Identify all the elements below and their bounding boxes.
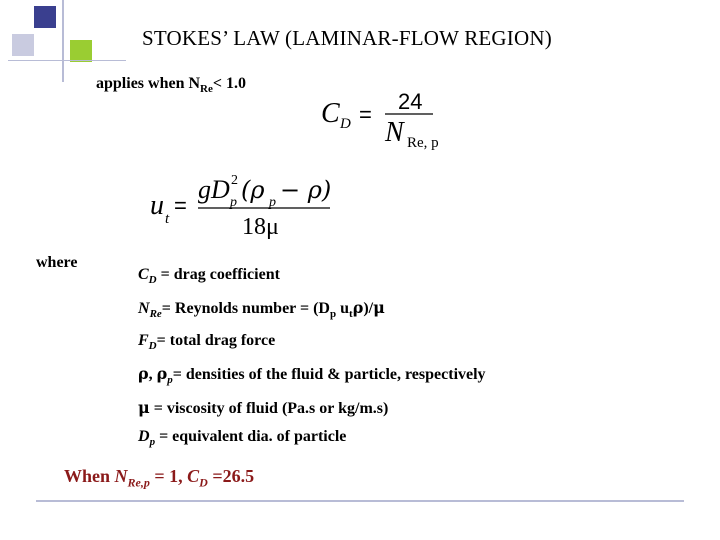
drag-coefficient-equation bbox=[315, 84, 465, 154]
eq2-num-sup: 2 bbox=[231, 173, 238, 188]
eq2-lhs-sub: t bbox=[165, 211, 170, 227]
eq2-num-a: gD bbox=[198, 175, 230, 204]
page-title: STOKES’ LAW (LAMINAR-FLOW REGION) bbox=[142, 26, 552, 50]
definition-dp: $D_p$ = equivalent dia. of particle bbox=[138, 428, 347, 449]
definition-fd: $F_D=$ total drag force bbox=[138, 332, 276, 353]
decor-vline bbox=[62, 0, 64, 82]
terminal-velocity-equation bbox=[148, 164, 348, 246]
decor-hline bbox=[8, 60, 126, 61]
when-statement: When $N_{Re,p} = 1$, $C_D =26.5$ bbox=[64, 466, 255, 490]
eq2-num-rest: − ρ) bbox=[280, 176, 332, 204]
eq1-numerator: 24 bbox=[398, 89, 423, 114]
eq1-lhs: C bbox=[321, 98, 340, 129]
definition-mu: μ = viscosity of fluid (Pa.s or kg/m.s) bbox=[138, 398, 389, 417]
definition-rho: ρ, $\rho_p=$ densities of the fluid & particle, respectively bbox=[138, 364, 486, 387]
eq1-lhs-sub: D bbox=[340, 116, 351, 132]
where-label: where bbox=[36, 254, 78, 271]
bottom-divider bbox=[36, 500, 684, 502]
decor-square-blue bbox=[34, 6, 56, 28]
eq2-equals: = bbox=[174, 193, 187, 218]
eq2-lhs: u bbox=[150, 190, 164, 221]
eq2-num-p: p bbox=[269, 195, 276, 210]
eq2-num-paren: (ρ bbox=[241, 176, 265, 204]
definition-nre: $N_{Re}=$ Reynolds number = ($D_p$ $u_t\rho)/\mu$ bbox=[138, 298, 385, 321]
applies-condition: applies when $N_{Re}< 1.0$ bbox=[96, 75, 246, 96]
eq2-num-sub: p bbox=[230, 195, 237, 210]
decor-square-gray bbox=[12, 34, 34, 56]
eq1-denominator-sub: Re, p bbox=[407, 135, 439, 151]
eq1-equals: = bbox=[359, 102, 372, 127]
definition-cd: $C_D$ = drag coefficient bbox=[138, 266, 280, 287]
decor-square-green bbox=[70, 40, 92, 62]
eq1-denominator: N bbox=[385, 117, 404, 148]
eq2-denominator: 18μ bbox=[242, 214, 279, 240]
